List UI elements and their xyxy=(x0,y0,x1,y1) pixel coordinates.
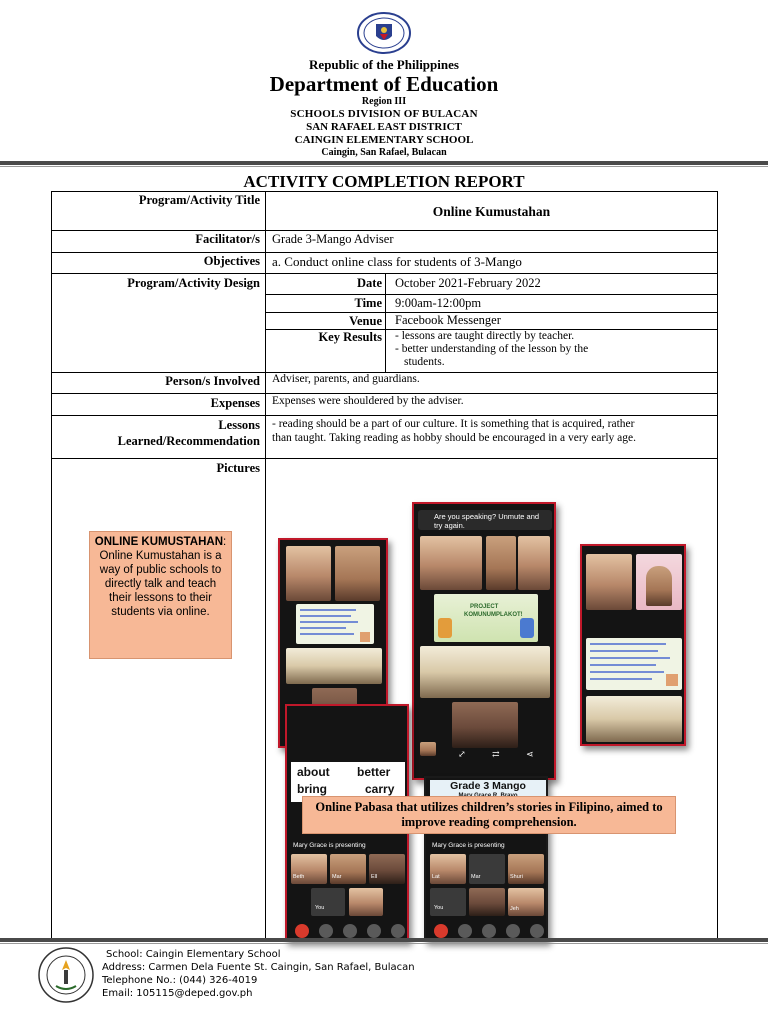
presenting-label: Mary Grace is presenting xyxy=(293,842,366,849)
camera-icon[interactable] xyxy=(458,924,472,938)
header-divider-thin xyxy=(0,166,768,167)
pabasa-caption: Online Pabasa that utilizes children’s stories in Filipino, aimed to improve reading comprehension. xyxy=(302,796,676,834)
board-word: about xyxy=(297,765,330,779)
program-title-label: Program/Activity Title xyxy=(138,193,260,207)
class-screenshot-2 xyxy=(412,502,556,780)
venue-label: Venue xyxy=(349,314,382,328)
footer-telephone: Telephone No.: (044) 326-4019 xyxy=(102,975,258,986)
row-divider xyxy=(52,415,717,416)
footer-divider-thin xyxy=(0,943,768,944)
participant-video: Lat xyxy=(430,854,466,884)
share-icon[interactable]: ⋖ xyxy=(526,750,534,760)
time-value: 9:00am-12:00pm xyxy=(395,296,482,310)
lesson-sheet xyxy=(296,604,374,644)
pictures-label: Pictures xyxy=(216,461,260,475)
note-heading: ONLINE KUMUSTAHAN xyxy=(94,536,223,548)
participant-video xyxy=(586,554,632,610)
department-title: Department of Education xyxy=(269,72,499,96)
design-subdivider xyxy=(385,273,386,372)
child-illustration-icon xyxy=(438,618,452,638)
lessons-label-2: Learned/Recommendation xyxy=(117,434,260,448)
note-body: Online Kumustahan is a way of public schools to directly talk and teach their lessons to their students via online. xyxy=(99,550,222,618)
design-row-divider xyxy=(266,294,717,295)
school-seal-icon xyxy=(32,946,100,1004)
speaking-prompt xyxy=(418,510,552,530)
expenses-value: Expenses were shouldered by the adviser. xyxy=(272,395,464,407)
participant-video: Mar xyxy=(330,854,366,884)
division-text: SCHOOLS DIVISION OF BULACAN xyxy=(290,108,478,120)
end-call-icon[interactable] xyxy=(295,924,309,938)
design-label: Program/Activity Design xyxy=(127,276,260,290)
footer-school: School: Caingin Elementary School xyxy=(106,949,281,960)
note-colon: : xyxy=(223,536,227,548)
participant-video xyxy=(349,888,383,916)
grade-slide-title: Grade 3 Mango xyxy=(450,780,526,792)
mic-icon[interactable] xyxy=(482,924,496,938)
deped-seal-icon xyxy=(356,12,412,54)
participant-video xyxy=(420,536,482,590)
more-icon[interactable] xyxy=(391,924,405,938)
footer-address: Address: Carmen Dela Fuente St. Caingin, San Rafael, Bulacan xyxy=(102,962,415,973)
project-slide xyxy=(434,594,538,642)
mic-icon[interactable] xyxy=(343,924,357,938)
facilitator-label: Facilitator/s xyxy=(195,232,260,246)
row-divider xyxy=(52,393,717,394)
participant-video xyxy=(420,646,550,698)
facilitator-value: Grade 3-Mango Adviser xyxy=(272,232,394,246)
persons-value: Adviser, parents, and guardians. xyxy=(272,373,420,385)
expand-icon[interactable]: ⤢ xyxy=(458,750,466,760)
district-text: SAN RAFAEL EAST DISTRICT xyxy=(306,121,462,133)
republic-text: Republic of the Philippines xyxy=(309,57,459,72)
footer-email: Email: 105115@deped.gov.ph xyxy=(102,988,253,999)
end-call-icon[interactable] xyxy=(434,924,448,938)
participant-video xyxy=(469,888,505,916)
participant-video xyxy=(335,546,380,601)
date-label: Date xyxy=(357,276,382,290)
class-screenshot-3 xyxy=(580,544,686,746)
board-word: carry xyxy=(365,782,395,796)
board-word: bring xyxy=(297,782,327,796)
online-kumustahan-note xyxy=(89,531,232,659)
lessons-label-1: Lessons xyxy=(218,418,260,432)
lessons-value-2: than taught. Taking reading as hobby should be encouraged in a very early age. xyxy=(272,432,636,444)
participant-video: Ell xyxy=(369,854,405,884)
participant-video xyxy=(452,702,518,748)
participant-video: Beth xyxy=(291,854,327,884)
objectives-value: a. Conduct online class for students of 3-Mango xyxy=(272,254,522,269)
participant-video xyxy=(518,536,550,590)
row-divider xyxy=(52,230,717,231)
key-result-2: - better understanding of the lesson by the xyxy=(395,343,589,355)
hand-icon[interactable] xyxy=(506,924,520,938)
participant-video xyxy=(486,536,516,590)
participant-video xyxy=(636,554,682,610)
objectives-label: Objectives xyxy=(203,254,260,268)
more-icon[interactable] xyxy=(530,924,544,938)
project-name: KOMUNUMPLAKOT! xyxy=(464,612,523,618)
header-divider xyxy=(0,161,768,165)
participant-video: Jeh xyxy=(508,888,544,916)
camera-icon[interactable] xyxy=(319,924,333,938)
self-preview xyxy=(420,742,436,756)
speaking-prompt-text: Are you speaking? Unmute and try again. xyxy=(434,512,540,530)
time-label: Time xyxy=(354,296,382,310)
program-title-value: Online Kumustahan xyxy=(432,204,551,219)
self-tile: You xyxy=(311,888,345,916)
key-result-2-cont: students. xyxy=(404,356,445,368)
school-address-text: Caingin, San Rafael, Bulacan xyxy=(321,147,447,158)
key-results-label: Key Results xyxy=(318,330,382,344)
board-word: better xyxy=(357,765,391,779)
participant-video: Mar xyxy=(469,854,505,884)
venue-value: Facebook Messenger xyxy=(395,313,501,327)
footer-divider xyxy=(0,938,768,942)
participant-video xyxy=(286,648,382,684)
lessons-value-1: - reading should be a part of our culture. It is something that is acquired, rather xyxy=(272,418,635,430)
row-divider xyxy=(52,252,717,253)
self-tile: You xyxy=(430,888,466,916)
key-result-1: - lessons are taught directly by teacher. xyxy=(395,330,575,342)
presenting-label: Mary Grace is presenting xyxy=(432,842,505,849)
report-title: ACTIVITY COMPLETION REPORT xyxy=(243,172,525,191)
hand-icon[interactable] xyxy=(367,924,381,938)
participant-video: Shuri xyxy=(508,854,544,884)
camera-switch-icon[interactable]: ⇄ xyxy=(492,750,500,760)
participant-video xyxy=(286,546,331,601)
lesson-sheet xyxy=(586,638,682,690)
school-text: CAINGIN ELEMENTARY SCHOOL xyxy=(294,134,474,146)
project-label: PROJECT xyxy=(470,604,499,610)
row-divider xyxy=(52,458,717,459)
persons-label: Person/s Involved xyxy=(165,374,260,388)
expenses-label: Expenses xyxy=(210,396,260,410)
region-text: Region III xyxy=(361,96,407,107)
participant-video xyxy=(586,696,682,742)
child-illustration-icon xyxy=(520,618,534,638)
date-value: October 2021-February 2022 xyxy=(395,276,541,290)
